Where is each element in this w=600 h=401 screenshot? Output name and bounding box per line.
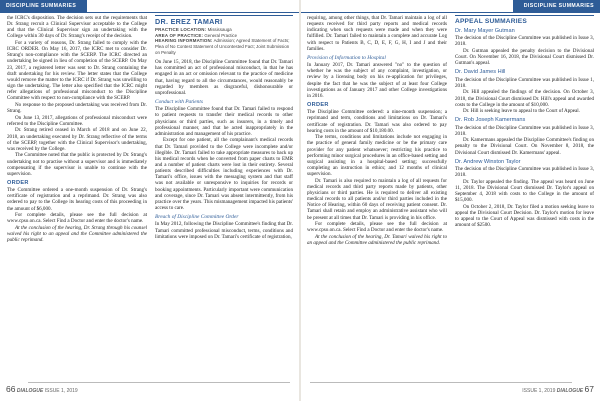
page-gutter (299, 0, 301, 401)
hearing-information-label: HEARING INFORMATION: (155, 38, 213, 44)
left-issue-label: ISSUE 1, 2019 (43, 388, 78, 394)
order-heading: ORDER (7, 180, 29, 187)
right-page-footer (522, 384, 594, 394)
subheading-breach: Breach of Discipline Committee Order (155, 214, 239, 221)
appeal-paragraph: Dr. Taylor appealed the finding. The appeal was heard on June 11, 2018. The Divisional Court dismissed Dr. Taylor's appeal on September 4, 2018 with costs to the College in the amount of $15,000. (455, 178, 594, 204)
col1-paragraph: The Committee noted that the public is protected by Dr. Strang's undertaking not to practise without a supervisor and is immediately compensating if the supervisor is unable to continue with the supervision. (7, 152, 147, 177)
left-page-section-header: DISCIPLINE SUMMARIES (0, 0, 87, 13)
col1-paragraph: On June 13, 2017, allegations of professional misconduct were referred to the Discipline Committee. (7, 114, 147, 127)
col3-paragraph: The Discipline Committee ordered: a nine-month suspension; a reprimand and term, conditions and limitations on Dr. Tamari's certificate of registration. Dr. Tamari was also ordered to pay hearing costs in the amount of $10,180.00. (307, 109, 447, 134)
appeal-paragraph: On October 2, 2018, Dr. Taylor filed a motion seeking leave to appeal the Divisional Court Decision. Dr. Taylor's motion for leave to appeal to the Court of Appeal was dismissed with costs in the amount of $2500. (455, 203, 594, 229)
col3-paragraph: requiring, among other things, that Dr. Tamari maintain a log of all requests received for third party reports and medical records indicating when such requests were made and when they were fulfilled. Dr. Tamari failed to maintain a complete and accurate Log with respect to Patients B, C, D, E, F, G, H, I and J and their families. (307, 15, 447, 52)
col3-conclusion: At the conclusion of the hearing, Dr. Tamari waived his right to an appeal and the Committee administered the public reprimand. (307, 233, 447, 247)
col3-paragraph: Dr. Tamari is also required to maintain a log of all requests for medical records and third party reports made by patients, other physicians or third parties. He is required to deliver all existing medical records to all patients and/or third parties included in the Notice of Hearing, within 60 days of receiving patient consent. Dr. Tamari shall retain and employ an administrative assistant who will be present at all times that Dr. Tamari is providing in his office. (307, 177, 447, 221)
left-magazine-name: DIALOGUE (16, 388, 44, 394)
col1-paragraph: the ICRC's disposition. The decision sets out the requirements that Dr. Strang recruit a Clinical Supervisor acceptable to the College and that the Clinical Supervisor sign an undertaking with the College within 30 days of Dr. Strang's receipt of the decision. (7, 15, 147, 40)
appeal-paragraph: Dr. Gutman appealed the penalty decision to the Divisional Court. On November 16, 2018, the Divisional Court dismissed Dr. Gutman's appeal. (455, 48, 594, 67)
appeal-summaries-heading: APPEAL SUMMARIES (455, 15, 594, 25)
col3-paragraph: In January 2017, Dr. Tamari answered "no" to the question of whether he was the subject of any complaint, investigation, or review by a licensing body on his re-application for privileges, despite the fact that he was the subject of at least four College investigations as of January 2017 and other College investigations in 2016. (307, 62, 447, 99)
practice-location-label: PRACTICE LOCATION: (155, 27, 207, 33)
col2-paragraph: Except for one patient, all the complainant's medical records that Dr. Tamari provided to the College were incomplete and/or illegible. Dr. Tamari failed to take appropriate measures to back up his medical records when he converted from paper charts to EMR and a number of patient charts were lost in their entirety. Several patients described difficulties including experiences with Dr. Tamari's office, issues with the messaging system and that staff was not available or unresponsive to inquiries for records or booking appointments. Particularly important were communication and coverage, since Dr. Tamari was absent intermittently, from his practice over the years. This mismanagement impacted his patients' access to care. (155, 137, 293, 212)
column-4 (455, 15, 594, 229)
appeal-doctor-name: Dr. David James Hill (455, 69, 506, 76)
col2-paragraph: On June 15, 2018, the Discipline Committee found that Dr. Tamari has committed an act of professional misconduct, in that he has engaged in an act or omission relevant to the practice of medicine that, having regard to all the circumstances, would reasonably be regarded by members as disgraceful, dishonourable or unprofessional. (155, 59, 293, 96)
col3-paragraph: For complete details, please see the full decision at www.cpso.on.ca. Select Find a Doctor and enter the doctor's name. (307, 221, 447, 234)
hearing-information-value: Admission; Agreed Statement of Facts; Plea of No Contest Statement of Uncontested Fact; Joint Submission on Penalty (155, 38, 290, 55)
appeal-paragraph: The decision of the Discipline Committee was published in Issue 1, 2018. (455, 76, 594, 89)
left-page-number: 66 (6, 384, 16, 394)
appeal-paragraph: Dr. Hill is seeking leave to appeal to the Court of Appeal. (463, 108, 580, 115)
left-header-rule (0, 12, 299, 13)
appeal-doctor-name: Dr. Andrew Winston Taylor (455, 158, 521, 165)
appeal-paragraph: Dr. Kamermans appealed the Discipline Committee's finding on penalty to the Divisional Court. On November 8, 2018, the Divisional Court dismissed Dr. Kamermans' appeal. (455, 137, 594, 156)
right-page-number: 67 (584, 384, 594, 394)
left-footer-rule (28, 382, 290, 383)
column-1 (7, 15, 147, 244)
subheading-hospital: Provision of Information to Hospital (307, 54, 386, 61)
appeal-paragraph: The decision of the Discipline Committee was published in Issue 3, 2018. (455, 165, 594, 178)
order-heading: ORDER (307, 102, 329, 109)
hearing-information (155, 38, 293, 55)
col2-paragraph: In May 2012, following the Discipline Committee's finding that Dr. Tamari committed professional misconduct, terms, conditions and limitations were imposed on Dr. Tamari's certificate of registration, (155, 221, 293, 240)
right-header-rule (301, 12, 600, 13)
col2-paragraph: The Discipline Committee found that Dr. Tamari failed to respond to patient requests to transfer their medical records to other physicians or third parties, such as insurers, in a timely and professional manner, and that he acted inappropriately in the administration and management of his practice. (155, 106, 293, 137)
appeal-paragraph: The decision of the Discipline Committee was published in Issue 3, 2018. (455, 35, 594, 48)
column-3 (307, 15, 447, 247)
doctor-name: DR. EREZ TAMARI (155, 17, 223, 26)
appeal-doctor-name: Dr. Rob Joseph Kamermans (455, 117, 526, 124)
left-page-footer (6, 384, 78, 394)
col1-conclusion: At the conclusion of the hearing, Dr. Strang through his counsel waived his right to an appeal and the Committee administered the public reprimand. (7, 224, 147, 244)
right-footer-rule (310, 382, 572, 383)
col3-paragraph: The terms, conditions and limitations include not engaging in the practice of general family medicine or be the primary care provider for any patient whatsoever; restricting his practice to performing minor surgical procedures in an office-based setting and surgical assisting in a hospital-based setting; successfully completing an instruction in ethics; and 12 months of clinical supervision. (307, 134, 447, 178)
area-of-practice-label: AREA OF PRACTICE: (155, 32, 204, 38)
area-of-practice-value: General Practice (204, 32, 238, 38)
right-issue-label: ISSUE 1, 2019 (522, 388, 557, 394)
subheading-conduct: Conduct with Patients (155, 99, 203, 106)
col1-paragraph: For a variety of reasons, Dr. Strang failed to comply with the ICRC ORDER. On May 16, 2017, the ICRC met to consider Dr. Strang's non-compliance with the SCERP. The ICRC directed an undertaking be signed in lieu of completion of the SCERP. On May 23, 2017, a registered letter was sent to Dr. Strang containing the draft undertaking for his review. The letter states that the College would remove the matter to the ICRC if Dr. Strang was unwilling to sign the undertaking. The letter also specified that the ICRC might refer allegations of professional misconduct to the Discipline Committee with respect to non-compliance with the SCERP. (7, 40, 147, 102)
appeal-doctor-name: Dr. Mary Mayer Gutman (455, 28, 515, 35)
appeal-paragraph: Dr. Hill appealed the findings of the decision. On October 3, 2018, the Divisional Court dismissed Dr. Hill's appeal and awarded costs to the College in the amount of $10,000. (455, 89, 594, 108)
col1-paragraph: For complete details, please see the full decision at www.cpso.on.ca. Select Find a Doctor and enter the doctor's name. (7, 212, 147, 225)
column-2 (155, 15, 293, 240)
practice-location-value: Mississauga (207, 27, 232, 33)
col1-paragraph: No response to the proposed undertaking was received from Dr. Strang. (7, 101, 147, 115)
col1-paragraph: The Committee ordered a one-month suspension of Dr. Strang's certificate of registration and a reprimand. Dr. Strang was also ordered to pay to the College its hearing costs of this proceeding in the amount of $6,000. (7, 187, 147, 212)
col1-paragraph: Dr. Strang retired ceased in March of 2018 and on June 22, 2018, an undertaking executed by Dr. Strang reflective of the terms of the SCERP, together with the Clinical Supervisor's undertaking, was received by the College. (7, 127, 147, 152)
doctor-profile (155, 15, 293, 55)
right-magazine-name: DIALOGUE (556, 388, 584, 394)
appeal-paragraph: The decision of the Discipline Committee was published in Issue 3, 2018. (455, 124, 594, 137)
right-page-section-header: DISCIPLINE SUMMARIES (513, 0, 600, 13)
